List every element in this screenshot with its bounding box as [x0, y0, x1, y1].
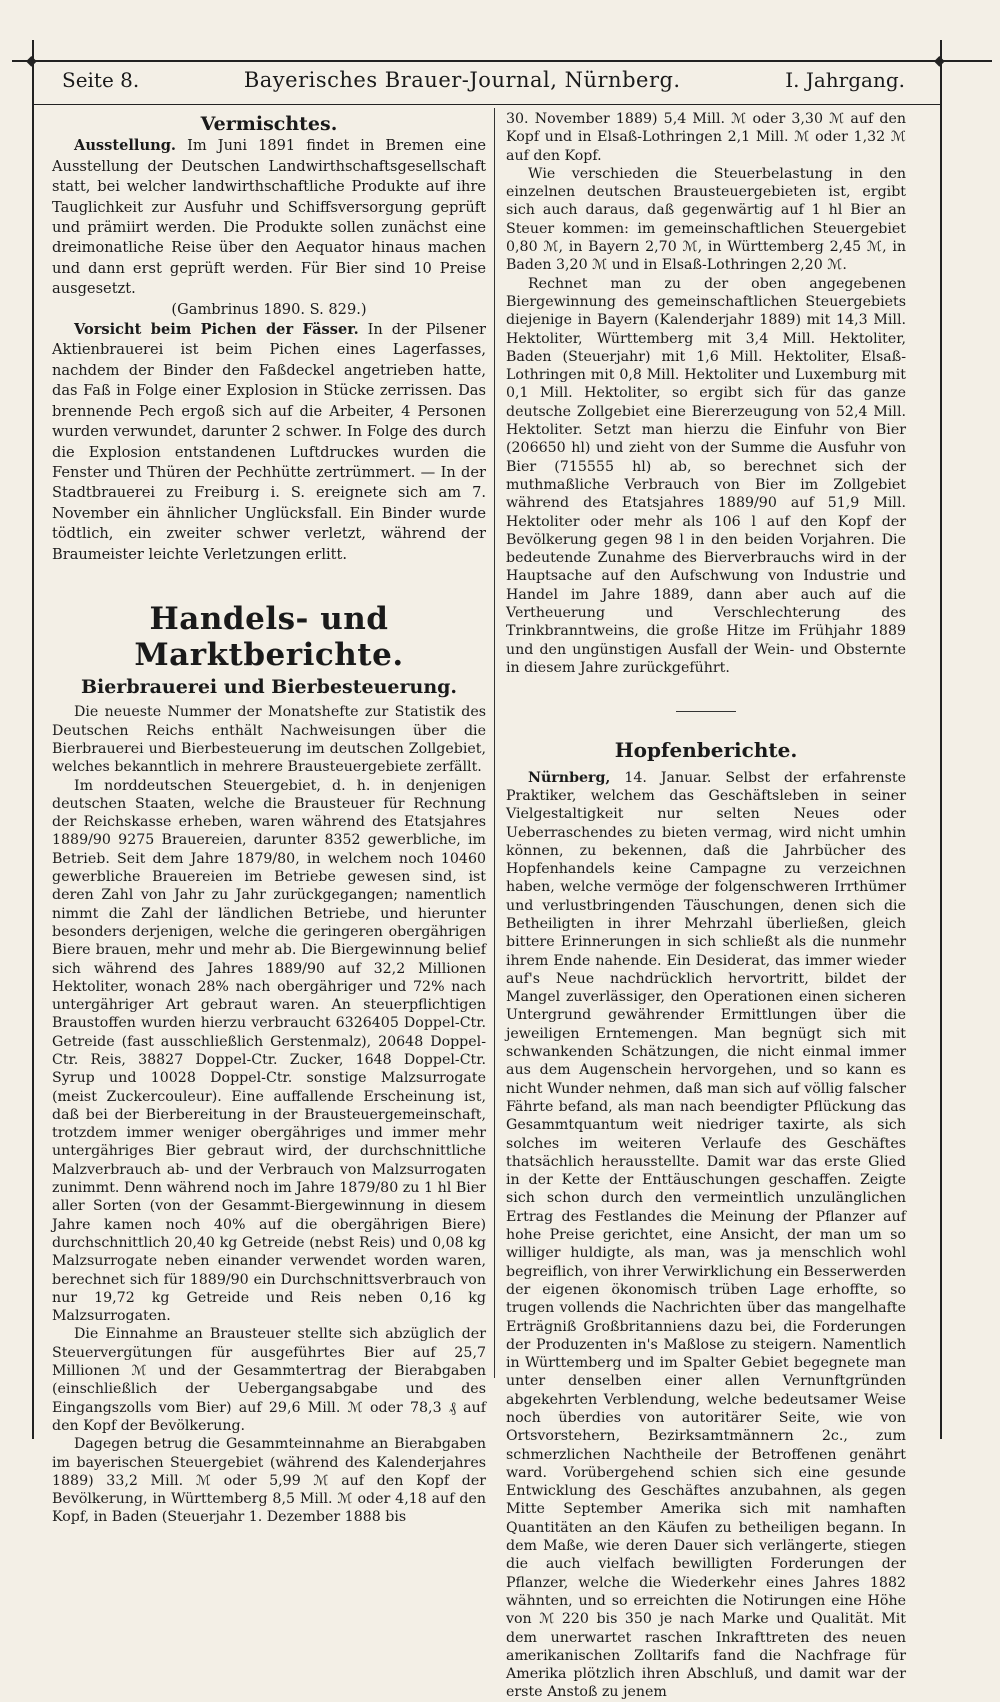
main-heading-handels: Handels- und Marktberichte. — [134, 600, 404, 673]
paragraph-nuernberg — [506, 769, 906, 1702]
run-in-heading: Ausstellung. — [74, 137, 176, 155]
paragraph: Die Einnahme an Brausteuer stellte sich abzüglich der Steuervergütungen für ausgeführtes Bier auf 25,7 Millionen ℳ und der Gesammtertrag der Bierabgaben (einschließlich der Uebergangsabgabe und des Eingangszolls vom Bier) auf 29,6 Mill. ℳ oder 78,3 ₰ auf den Kopf der Bevölkerung. — [52, 1326, 486, 1434]
corner-ornament-right: ◆ — [934, 53, 945, 69]
right-rule — [940, 40, 942, 1439]
right-column — [506, 110, 906, 1702]
paragraph-vorsicht — [52, 320, 486, 565]
paragraph-text: Im Juni 1891 findet in Bremen eine Ausstellung der Deutschen Landwirthschaftsgesellschaft statt, bei welcher landwirthschaftliche Produkte auf ihre Tauglichkeit zur Ausfuhr und Schiffsversorgung geprüft und prämiirt werden. Die Produkte sollen zunächst eine dreimonatliche Reise über den Aequator hinaus machen und dann erst geprüft werden. Für Bier sind 10 Preise ausgesetzt. — [52, 137, 486, 298]
run-in-heading: Vorsicht beim Pichen der Fässer. — [74, 321, 359, 339]
corner-ornament-left: ◆ — [26, 53, 37, 69]
paragraph: 30. November 1889) 5,4 Mill. ℳ oder 3,30 ℳ auf den Kopf und in Elsaß-Lothringen 2,1 Mill. ℳ oder 1,32 ℳ auf den Kopf. — [506, 111, 906, 164]
hop-report — [506, 769, 906, 1702]
section-heading-hopfenberichte: Hopfenberichte. — [614, 738, 798, 763]
article-continued — [506, 110, 906, 677]
section-heading-vermischtes: Vermischtes. — [200, 113, 338, 135]
paragraph: Wie verschieden die Steuerbelastung in den einzelnen deutschen Brausteuergebieten ist, ergibt sich auch daraus, daß gegenwärtig auf 1 hl Bier an Steuer kommen: im gemeinschaftlichen Steuergebiet 0,80 ℳ, in Bayern 2,70 ℳ, in Württemberg 2,45 ℳ, in Baden 3,20 ℳ und in Elsaß-Lothringen 2,20 ℳ. — [506, 165, 906, 274]
left-column — [52, 110, 486, 1527]
paragraph: Die neueste Nummer der Monatshefte zur Statistik des Deutschen Reichs enthält Nachweisungen über die Bierbrauerei und Bierbesteuerung im deutschen Zollgebiet, welches bekanntlich in mehrere Brausteuergebiete zerfällt. — [52, 704, 486, 776]
dateline: Nürnberg, — [528, 769, 611, 786]
article-body — [52, 703, 486, 1526]
paragraph: Dagegen betrug die Gesammteinnahme an Bierabgaben im bayerischen Steuergebiet (während des Kalenderjahres 1889) 33,2 Mill. ℳ oder 5,99 ℳ auf den Kopf der Bevölkerung, in Württemberg 8,5 Mill. ℳ oder 4,18 auf den Kopf, in Baden (Steuerjahr 1. Dezember 1888 bis — [52, 1436, 486, 1526]
paragraph-ausstellung — [52, 136, 486, 299]
separator-rule — [676, 711, 736, 712]
sub-heading-bierbrauerei: Bierbrauerei und Bierbesteuerung. — [80, 675, 458, 698]
left-rule — [32, 40, 34, 1439]
journal-title: Bayerisches Brauer-Journal, Nürnberg. — [243, 68, 681, 92]
volume-label: I. Jahrgang. — [785, 68, 905, 92]
header-rule — [34, 104, 940, 105]
top-rule — [12, 60, 992, 62]
paragraph: Rechnet man zu der oben angegebenen Biergewinnung des gemeinschaftlichen Steuergebiets diejenige in Bayern (Kalenderjahr 1889) mit 14,3 Mill. Hektoliter, Württemberg mit 3,4 Mill. Hektoliter, Baden (Steuerjahr) mit 1,6 Mill. Hektoliter, Elsaß-Lothringen mit 0,8 Mill. Hektoliter und Luxemburg mit 0,1 Mill. Hektoliter, so ergibt sich für das ganze deutsche Zollgebiet eine Biererzeugung von 52,4 Mill. Hektoliter. Setzt man hierzu die Einfuhr von Bier (206650 hl) und zieht von der Summe die Ausfuhr von Bier (715555 hl) ab, so berechnet sich der muthmaßliche Verbrauch von Bier im Zollgebiet während des Etatsjahres 1889/90 auf 51,9 Mill. Hektoliter oder mehr als 106 l auf den Kopf der Bevölkerung gegen 98 l in den beiden Vorjahren. Die bedeutende Zunahme des Bierverbrauchs wird in der Hauptsache auf den Aufschwung von Industrie und Handel im Jahre 1889, dann aber auch auf die Vertheuerung und Verschlechterung des Trinkbranntweins, die große Hitze im Frühjahr 1889 und den ungünstigen Ausfall der Wein- und Obsternte in diesem Jahre zurückgeführt. — [506, 275, 906, 676]
paragraph: Im norddeutschen Steuergebiet, d. h. in denjenigen deutschen Staaten, welche die Brausteuer für Rechnung der Reichskasse erheben, waren während des Etatsjahres 1889/90 9275 Brauereien, darunter 8352 gewerbliche, im Betrieb. Seit dem Jahre 1879/80, in welchem noch 10460 gewerbliche Brauereien im Betriebe gewesen sind, ist deren Zahl von Jahr zu Jahr zurückgegangen; namentlich nimmt die Zahl der ländlichen Betriebe, und hierunter besonders derjenigen, welche die geringeren obergährigen Biere brauen, mehr und mehr ab. Die Biergewinnung belief sich während des Jahres 1889/90 auf 32,2 Millionen Hektoliter, wonach 28% nach obergähriger und 72% nach untergähriger Art gebraut waren. An steuerpflichtigen Braustoffen wurden hierzu verbraucht 6326405 Doppel-Ctr. Getreide (fast ausschließlich Gerstenmalz), 20648 Doppel-Ctr. Reis, 38827 Doppel-Ctr. Zucker, 1648 Doppel-Ctr. Syrup und 10028 Doppel-Ctr. sonstige Malzsurrogate (meist Zuckercouleur). Eine auffallende Erscheinung ist, daß bei der Bierbereitung in der Brausteuergemeinschaft, trotzdem immer weniger obergähriges und immer mehr untergähriges Bier gebraut wird, der durchschnittliche Malzverbrauch ab- und der Verbrauch von Malzsurrogaten zunimmt. Denn während noch im Jahre 1879/80 zu 1 hl Bier aller Sorten (von der Gesammt-Biergewinnung in diesem Jahre kamen noch 40% auf die obergährigen Biere) durchschnittlich 20,40 kg Getreide (nebst Reis) und 0,08 kg Malzsurrogate neben einander verwendet worden waren, berechnet sich für 1889/90 ein Durchschnittsverbrauch von nur 19,72 kg Getreide und Reis neben 0,16 kg Malzsurrogaten. — [52, 777, 486, 1325]
paragraph-text: 14. Januar. Selbst der erfahrenste Praktiker, welchem das Geschäftsleben in seiner Vielgestaltigkeit nur selten Neues oder Ueberraschendes zu bieten vermag, wird nicht umhin können, zu bekennen, daß die Jahrbücher des Hopfenhandels keine Campagne zu verzeichnen haben, welche vermöge der folgenschweren Irrthümer und verlustbringenden Täuschungen, denen sich die Betheiligten in ihrer Mehrzahl überließen, gleich bittere Erinnerungen in sich schließt als die nunmehr ihrem Ende nahende. Ein Desiderat, das immer wieder auf's Neue nachdrücklich hervortritt, bildet der Mangel zuverlässiger, den Operationen einen sicheren Untergrund gewährender Ermittlungen über die jeweiligen Erntemengen. Man begnügt sich mit schwankenden Schätzungen, die nicht einmal immer aus dem Augenschein hervorgehen, und so kann es nicht Wunder nehmen, daß man sich auf völlig falscher Fährte befand, als man nach beendigter Pflückung das Gesammtquantum weit niedriger taxirte, als sich solches im weiteren Verlaufe des Geschäftes thatsächlich herausstellte. Damit war das erste Glied in der Kette der Enttäuschungen geschaffen. Zeigte sich schon durch den vermeintlich unzulänglichen Ertrag des Festlandes die Meinung der Pflanzer auf hohe Preise gerichtet, eine Ansicht, der man um so williger huldigte, als man, was ja menschlich wohl begreiflich, von ihrer Verwirklichung ein Besserwerden der eigenen ökonomisch trüben Lage erhoffte, so trugen vollends die Nachrichten über das mangelhafte Erträgniß Großbritanniens dazu bei, die Forderungen der Produzenten in's Maßlose zu steigern. Namentlich in Württemberg und im Spalter Gebiet begegnete man unter denselben einer allen Vernunftgründen abgekehrten Verblendung, welche bedeutsamer Weise noch überdies von autoritärer Seite, wie von Ortsvorstehern, Bezirksamtmännern 2c., zum schmerzlichen Nachtheile der Betroffenen genährt ward. Vorübergehend schien sich eine gesunde Entwicklung des Geschäftes anzubahnen, als gegen Mitte September Amerika sich mit namhaften Quantitäten an den Käufen zu betheiligen begann. In dem Maße, wie deren Dauer sich verlängerte, stiegen die auch vielfach bewilligten Forderungen der Pflanzer, welche die Wiederkehr eines Jahres 1882 wähnten, und so erreichten die Notirungen eine Höhe von ℳ 220 bis 350 je nach Marke und Qualität. Mit dem unerwartet raschen Inkrafttreten des neuen amerikanischen Zolltarifs fand die Nachfrage für Amerika plötzlich ihren Abschluß, und damit war der erste Anstoß zu jenem — [506, 769, 907, 1701]
citation: (Gambrinus 1890. S. 829.) — [171, 300, 367, 318]
page-number: Seite 8. — [62, 68, 140, 92]
paragraph-text: In der Pilsener Aktienbrauerei ist beim Pichen eines Lagerfasses, nachdem der Binder den Faßdeckel angetrieben hatte, das Faß in Folge einer Explosion in Stücke zerrissen. Das brennende Pech ergoß sich auf die Arbeiter, 4 Personen wurden verwundet, darunter 2 schwer. In Folge des durch die Explosion entstandenen Luftdruckes wurden die Fenster und Thüren der Pechhütte zertrümmert. — In der Stadtbrauerei zu Freiburg i. S. ereignete sich am 7. November ein ähnlicher Unglücksfall. Ein Binder wurde tödtlich, ein zweiter schwer verletzt, während der Braumeister leichte Verletzungen erlitt. — [52, 321, 486, 563]
column-divider — [494, 108, 495, 1378]
page-header — [62, 68, 905, 98]
